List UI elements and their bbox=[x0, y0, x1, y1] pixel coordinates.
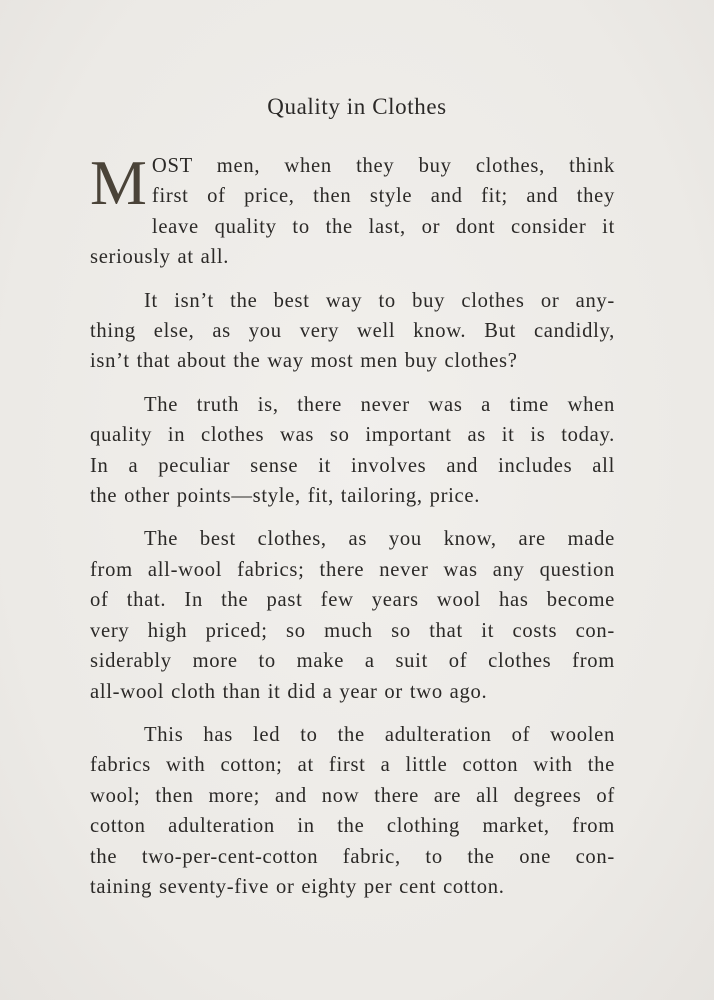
text-line: cotton adulteration in the clothing market, from bbox=[90, 815, 615, 838]
text-line: leave quality to the last, or dont consider it bbox=[151, 215, 615, 238]
text-line: quality in clothes was so important as it is today. bbox=[90, 424, 615, 447]
text-line: siderably more to make a suit of clothes from bbox=[90, 650, 615, 673]
text-line: very high priced; so much so that it costs con- bbox=[90, 619, 615, 642]
text-line: of that. In the past few years wool has become bbox=[90, 589, 615, 612]
paragraph-4 bbox=[90, 524, 615, 706]
text-line: the other points—style, fit, tailoring, price. bbox=[90, 485, 481, 508]
text-line: It isn’t the best way to buy clothes or any- bbox=[144, 289, 615, 312]
drop-cap: M bbox=[90, 147, 147, 218]
text-line: from all-wool fabrics; there never was any question bbox=[90, 558, 615, 581]
text-line: In a peculiar sense it involves and includes all bbox=[90, 454, 615, 477]
paragraph-3 bbox=[90, 390, 615, 512]
text-line: The truth is, there never was a time when bbox=[144, 393, 615, 416]
text-line: thing else, as you very well know. But candidly, bbox=[90, 320, 615, 343]
paragraph-1 bbox=[90, 147, 615, 273]
paragraph-2 bbox=[90, 286, 615, 377]
text-line: The best clothes, as you know, are made bbox=[144, 528, 615, 551]
paragraph-5 bbox=[90, 720, 615, 902]
page-title: Quality in Clothes bbox=[267, 94, 447, 119]
body-text bbox=[90, 147, 615, 915]
text-line: This has led to the adulteration of woolen bbox=[144, 723, 615, 746]
text-line: isn’t that about the way most men buy clothes? bbox=[90, 350, 518, 373]
text-line: OST men, when they buy clothes, think bbox=[151, 155, 615, 177]
text-line: seriously at all. bbox=[90, 246, 230, 269]
text-line: all-wool cloth than it did a year or two ago. bbox=[90, 680, 488, 703]
text-line: first of price, then style and fit; and they bbox=[151, 185, 615, 208]
text-line: wool; then more; and now there are all degrees of bbox=[90, 784, 615, 807]
text-line: taining seventy-five or eighty per cent cotton. bbox=[90, 875, 505, 898]
text-line: fabrics with cotton; at first a little cotton with the bbox=[90, 754, 615, 777]
text-line: the two-per-cent-cotton fabric, to the one con- bbox=[90, 845, 615, 868]
